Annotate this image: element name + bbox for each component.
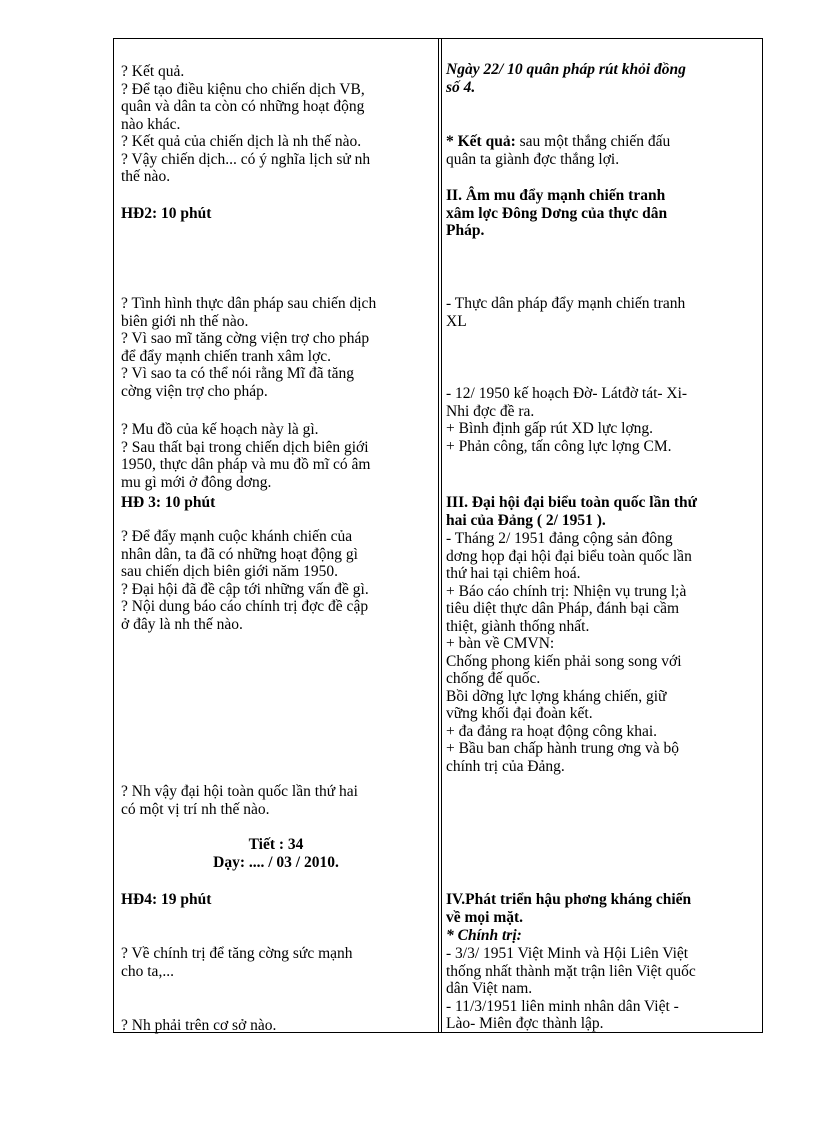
text-line: hai của Đảng ( 2/ 1951 ). xyxy=(446,511,606,529)
text-line: quân ta giành đợc thắng lợi. xyxy=(446,150,620,168)
text-line: - 12/ 1950 kế hoạch Đờ- Látđờ tát- Xi- xyxy=(446,385,688,402)
text-line: ? Nh vậy đại hội toàn quốc lần thứ hai xyxy=(121,783,358,800)
text-line: Pháp. xyxy=(446,222,485,239)
text-line: 1950, thực dân pháp và mu đồ mĩ có âm xyxy=(121,456,371,473)
left-block-1 xyxy=(121,63,370,186)
left-block-7: ? Nh phải trên cơ sở nào. xyxy=(121,1017,277,1034)
right-block-2 xyxy=(446,295,685,330)
text-line: ? Mu đồ của kế hoạch này là gì. xyxy=(121,421,319,438)
text-line: thiệt, giành thống nhất. xyxy=(446,617,590,635)
text-line: Ngày 22/ 10 quân pháp rút khỏi đồng xyxy=(446,61,686,78)
right-block-4 xyxy=(446,530,692,775)
text-line: + Phản công, tấn công lực lợng CM. xyxy=(446,437,672,455)
text-line: xâm lợc Đông Dơng của thực dân xyxy=(446,204,668,222)
text-line: IV.Phát triển hậu phơng kháng chiến xyxy=(446,891,692,908)
text-line: ? Kết quả của chiến dịch là nh thế nào. xyxy=(121,133,362,150)
text-line: quân và dân ta còn có những hoạt động xyxy=(121,98,365,115)
text-line: ? Vì sao mĩ tăng cờng viện trợ cho pháp xyxy=(121,330,370,347)
text-line: Chống phong kiến phải song song với xyxy=(446,652,682,670)
text-line: - Thực dân pháp đẩy mạnh chiến tranh xyxy=(446,295,686,312)
text-line: + Báo cáo chính trị: Nhiện vụ trung l;à xyxy=(446,582,687,600)
text-line: ? Đại hội đã đề cập tới những vấn đề gì. xyxy=(121,580,369,598)
text-line: thứ hai tại chiêm hoá. xyxy=(446,565,581,582)
hd3-heading: HĐ 3: 10 phút xyxy=(121,494,216,511)
teaching-date: Dạy: .... / 03 / 2010. xyxy=(213,854,339,871)
text-line: XL xyxy=(446,312,467,330)
right-block-1 xyxy=(446,61,686,96)
right-block-5 xyxy=(446,945,696,1033)
text-line: ? Tình hình thực dân pháp sau chiến dịch xyxy=(121,295,377,312)
left-block-6 xyxy=(121,945,353,980)
text-line: Lào- Miên đợc thành lập. xyxy=(446,1015,604,1032)
left-block-3 xyxy=(121,421,370,491)
left-block-2 xyxy=(121,295,376,400)
ketqua-text: sau một thắng chiến đấu xyxy=(515,133,671,150)
text-line: + Bầu ban chấp hành trung ơng và bộ xyxy=(446,740,680,757)
left-block-4 xyxy=(121,528,369,633)
text-line: có một vị trí nh thế nào. xyxy=(121,800,270,818)
text-line: nào khác. xyxy=(121,115,181,133)
text-line: - 11/3/1951 liên minh nhân dân Việt - xyxy=(446,997,679,1015)
text-line: ? Sau thất bại trong chiến dịch biên giới xyxy=(121,438,369,456)
text-line: + đa đảng ra hoạt động công khai. xyxy=(446,722,658,740)
text-line: cờng viện trợ cho pháp. xyxy=(121,382,268,400)
text-line: thống nhất thành mặt trận liên Việt quốc xyxy=(446,962,696,980)
hd2-heading: HĐ2: 10 phút xyxy=(121,205,212,222)
text-line: ? Vì sao ta có thể nói rằng Mĩ đã tăng xyxy=(121,365,355,382)
text-line: số 4. xyxy=(446,78,476,96)
text-line: + bàn về CMVN: xyxy=(446,635,555,652)
ketqua-label: * Kết quả: xyxy=(446,133,516,150)
text-line: biên giới nh thế nào. xyxy=(121,312,249,330)
text-line: ? Kết quả. xyxy=(121,63,185,80)
chinh-tri-label: * Chính trị: xyxy=(446,927,522,944)
section-4-heading xyxy=(446,891,691,926)
text-line: II. Âm mu đẩy mạnh chiến tranh xyxy=(446,187,666,204)
section-3-heading xyxy=(446,494,697,529)
text-line: mu gì mới ở đông dơng. xyxy=(121,473,272,491)
text-line: chống đế quốc. xyxy=(446,670,541,687)
text-line: cho ta,... xyxy=(121,962,174,980)
section-2-heading xyxy=(446,187,667,240)
column-divider-inner xyxy=(441,39,442,1032)
text-line: ? Để tạo điều kiệnu cho chiến dịch VB, xyxy=(121,80,365,98)
text-line: dơng họp đại hội đại biểu toàn quốc lần xyxy=(446,547,692,565)
text-line: thế nào. xyxy=(121,168,171,185)
text-line: về mọi mặt. xyxy=(446,908,524,926)
text-line: Bồi dỡng lực lợng kháng chiến, giữ xyxy=(446,687,667,705)
ketqua-block xyxy=(446,133,670,168)
text-line: dân Việt nam. xyxy=(446,980,533,997)
text-line: ? Nội dung báo cáo chính trị đợc đề cập xyxy=(121,598,369,615)
text-line: III. Đại hội đại biểu toàn quốc lần thứ xyxy=(446,494,697,511)
text-line: - Tháng 2/ 1951 đảng cộng sản đông xyxy=(446,530,673,547)
text-line: ? Về chính trị để tăng cờng sức mạnh xyxy=(121,945,353,962)
text-line: ? Để đẩy mạnh cuộc khánh chiến của xyxy=(121,528,353,545)
text-line: ? Vậy chiến dịch... có ý nghĩa lịch sử nh xyxy=(121,150,371,168)
lesson-period: Tiết : 34 xyxy=(248,836,304,853)
text-line: ở đây là nh thế nào. xyxy=(121,615,243,633)
text-line: tiêu diệt thực dân Pháp, đánh bại cầm xyxy=(446,600,680,617)
text-line: chính trị của Đảng. xyxy=(446,757,565,775)
text-line: - 3/3/ 1951 Việt Minh và Hội Liên Việt xyxy=(446,945,689,962)
left-block-5 xyxy=(121,783,358,818)
right-block-3 xyxy=(446,385,687,455)
text-line: sau chiến dịch biên giới năm 1950. xyxy=(121,563,338,580)
text-line: + Bình định gấp rút XD lực lợng. xyxy=(446,420,654,437)
text-line: Nhi đợc đề ra. xyxy=(446,402,535,420)
text-line: nhân dân, ta đã có những hoạt động gì xyxy=(121,545,358,563)
lesson-table xyxy=(113,38,763,1033)
column-divider xyxy=(438,39,439,1032)
text-line: để đẩy mạnh chiến tranh xâm lợc. xyxy=(121,347,332,365)
text-line: vững khối đại đoàn kết. xyxy=(446,705,593,722)
hd4-heading: HĐ4: 19 phút xyxy=(121,891,212,908)
